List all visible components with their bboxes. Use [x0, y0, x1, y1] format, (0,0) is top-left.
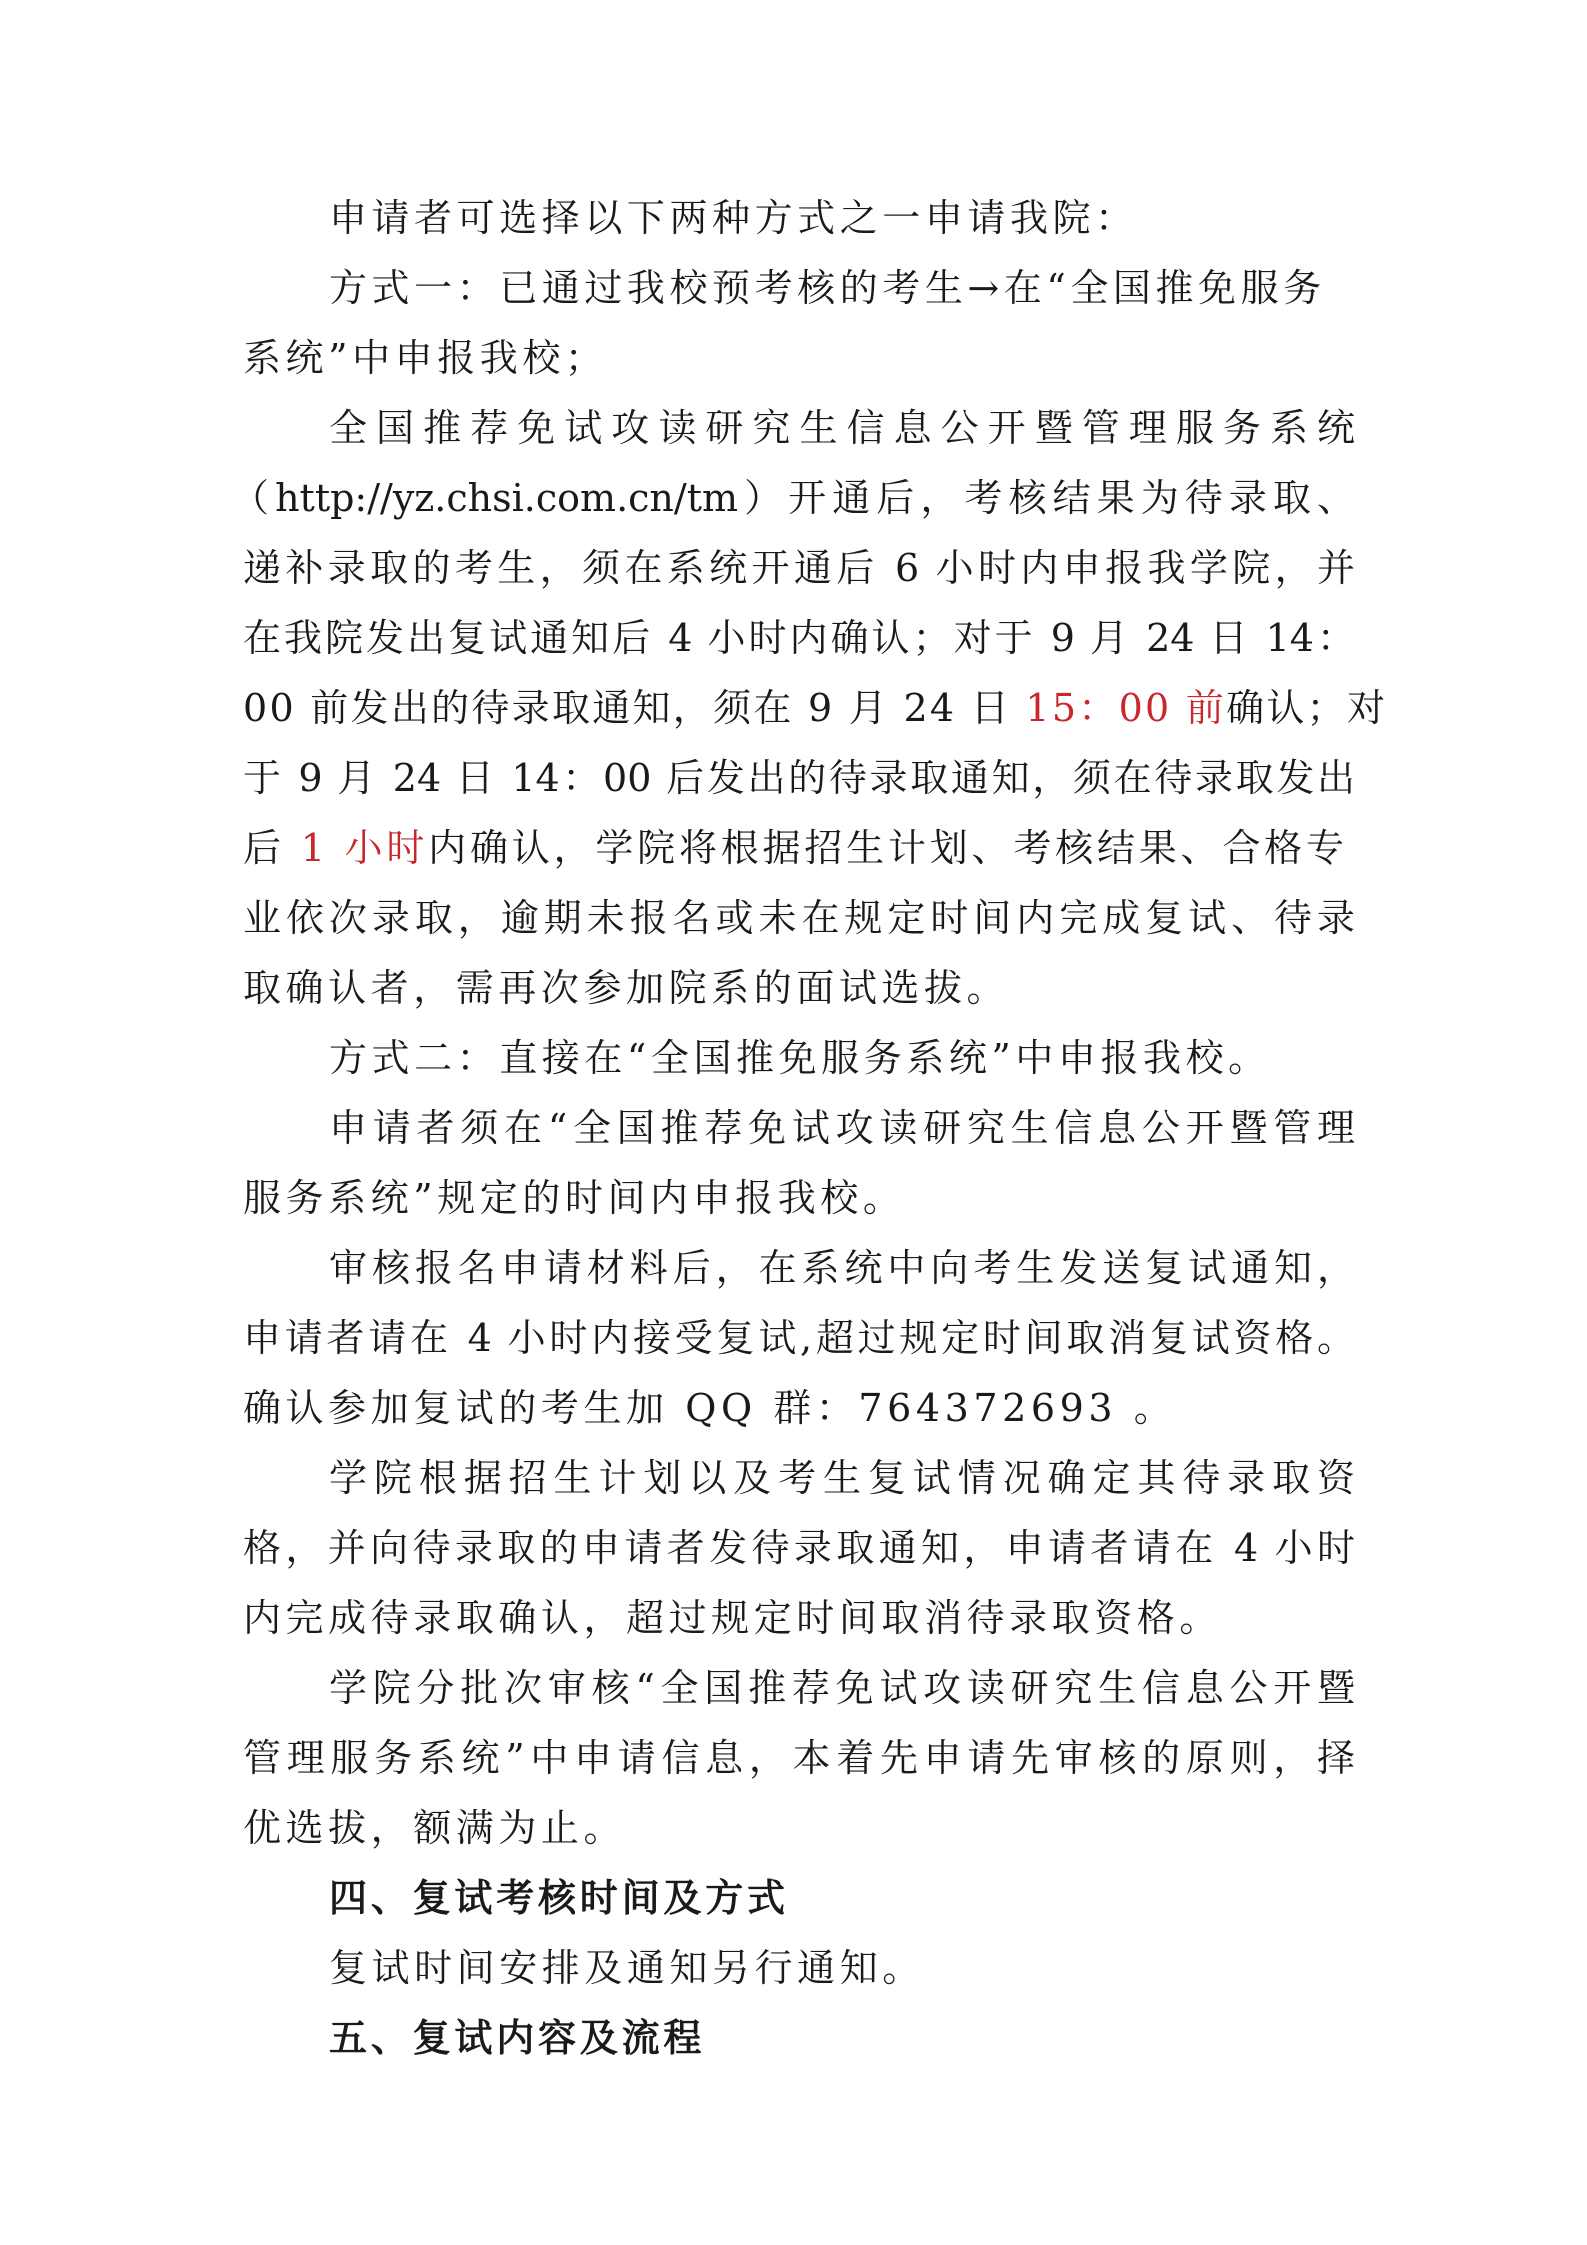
method2-p4-line: 学院分批次审核“全国推荐免试攻读研究生信息公开暨	[329, 1666, 1355, 1710]
method2-p3-line: 学院根据招生计划以及考生复试情况确定其待录取资	[329, 1456, 1355, 1500]
method2-p1-line: 申请者须在“全国推荐免试攻读研究生信息公开暨管理	[329, 1106, 1355, 1150]
section4-body: 复试时间安排及通知另行通知。	[329, 1946, 925, 1990]
deadline-text-before: 00 前发出的待录取通知，须在 9 月 24 日	[243, 686, 1026, 730]
method1-body-line: 全国推荐免试攻读研究生信息公开暨管理服务系统	[329, 406, 1355, 450]
method2-p2-line: 审核报名申请材料后，在系统中向考生发送复试通知，	[329, 1246, 1355, 1290]
method1-body-line: 取确认者，需再次参加院系的面试选拔。	[243, 966, 1010, 1010]
method1-title-line1: 方式一：已通过我校预考核的考生→在“全国推免服务	[329, 266, 1326, 310]
method1-body-line: 业依次录取，逾期未报名或未在规定时间内完成复试、待录	[243, 896, 1355, 940]
method1-body-line: 于 9 月 24 日 14：00 后发出的待录取通知，须在待录取发出	[243, 756, 1355, 800]
method2-p1-line: 服务系统”规定的时间内申报我校。	[243, 1176, 906, 1220]
confirm-highlight: 1 小时	[300, 826, 429, 870]
confirm-text-before: 后	[243, 826, 301, 870]
method1-body-line-deadline	[243, 678, 1388, 738]
deadline-text-after: 确认；对	[1226, 686, 1388, 730]
method2-p3-line: 内完成待录取确认，超过规定时间取消待录取资格。	[243, 1596, 1222, 1640]
method1-title-line2: 系统”中申报我校；	[243, 336, 608, 380]
method2-title: 方式二：直接在“全国推免服务系统”中申报我校。	[329, 1036, 1271, 1080]
method1-body-line: 在我院发出复试通知后 4 小时内确认；对于 9 月 24 日 14：	[243, 616, 1355, 660]
method2-p4-line: 优选拔，额满为止。	[243, 1806, 627, 1850]
section5-heading: 五、复试内容及流程	[329, 2016, 706, 2060]
method2-p4-line: 管理服务系统”中申请信息，本着先申请先审核的原则，择	[243, 1736, 1355, 1780]
deadline-highlight: 15：00 前	[1025, 686, 1227, 730]
section4-heading: 四、复试考核时间及方式	[329, 1876, 789, 1920]
method1-body-line-confirm	[243, 818, 1355, 878]
method1-body-line: 递补录取的考生，须在系统开通后 6 小时内申报我学院，并	[243, 546, 1355, 590]
intro-paragraph: 申请者可选择以下两种方式之一申请我院：	[329, 196, 1138, 240]
method2-p2-line: 申请者请在 4 小时内接受复试,超过规定时间取消复试资格。	[243, 1316, 1355, 1360]
method1-body-line: （http://yz.chsi.com.cn/tm）开通后，考核结果为待录取、	[231, 476, 1355, 520]
confirm-text-after: 内确认，学院将根据招生计划、考核结果、合格专	[428, 826, 1348, 870]
method2-p2-qq-line: 确认参加复试的考生加 QQ 群：764372693 。	[243, 1386, 1177, 1430]
method2-p3-line: 格，并向待录取的申请者发待录取通知，申请者请在 4 小时	[243, 1526, 1355, 1570]
